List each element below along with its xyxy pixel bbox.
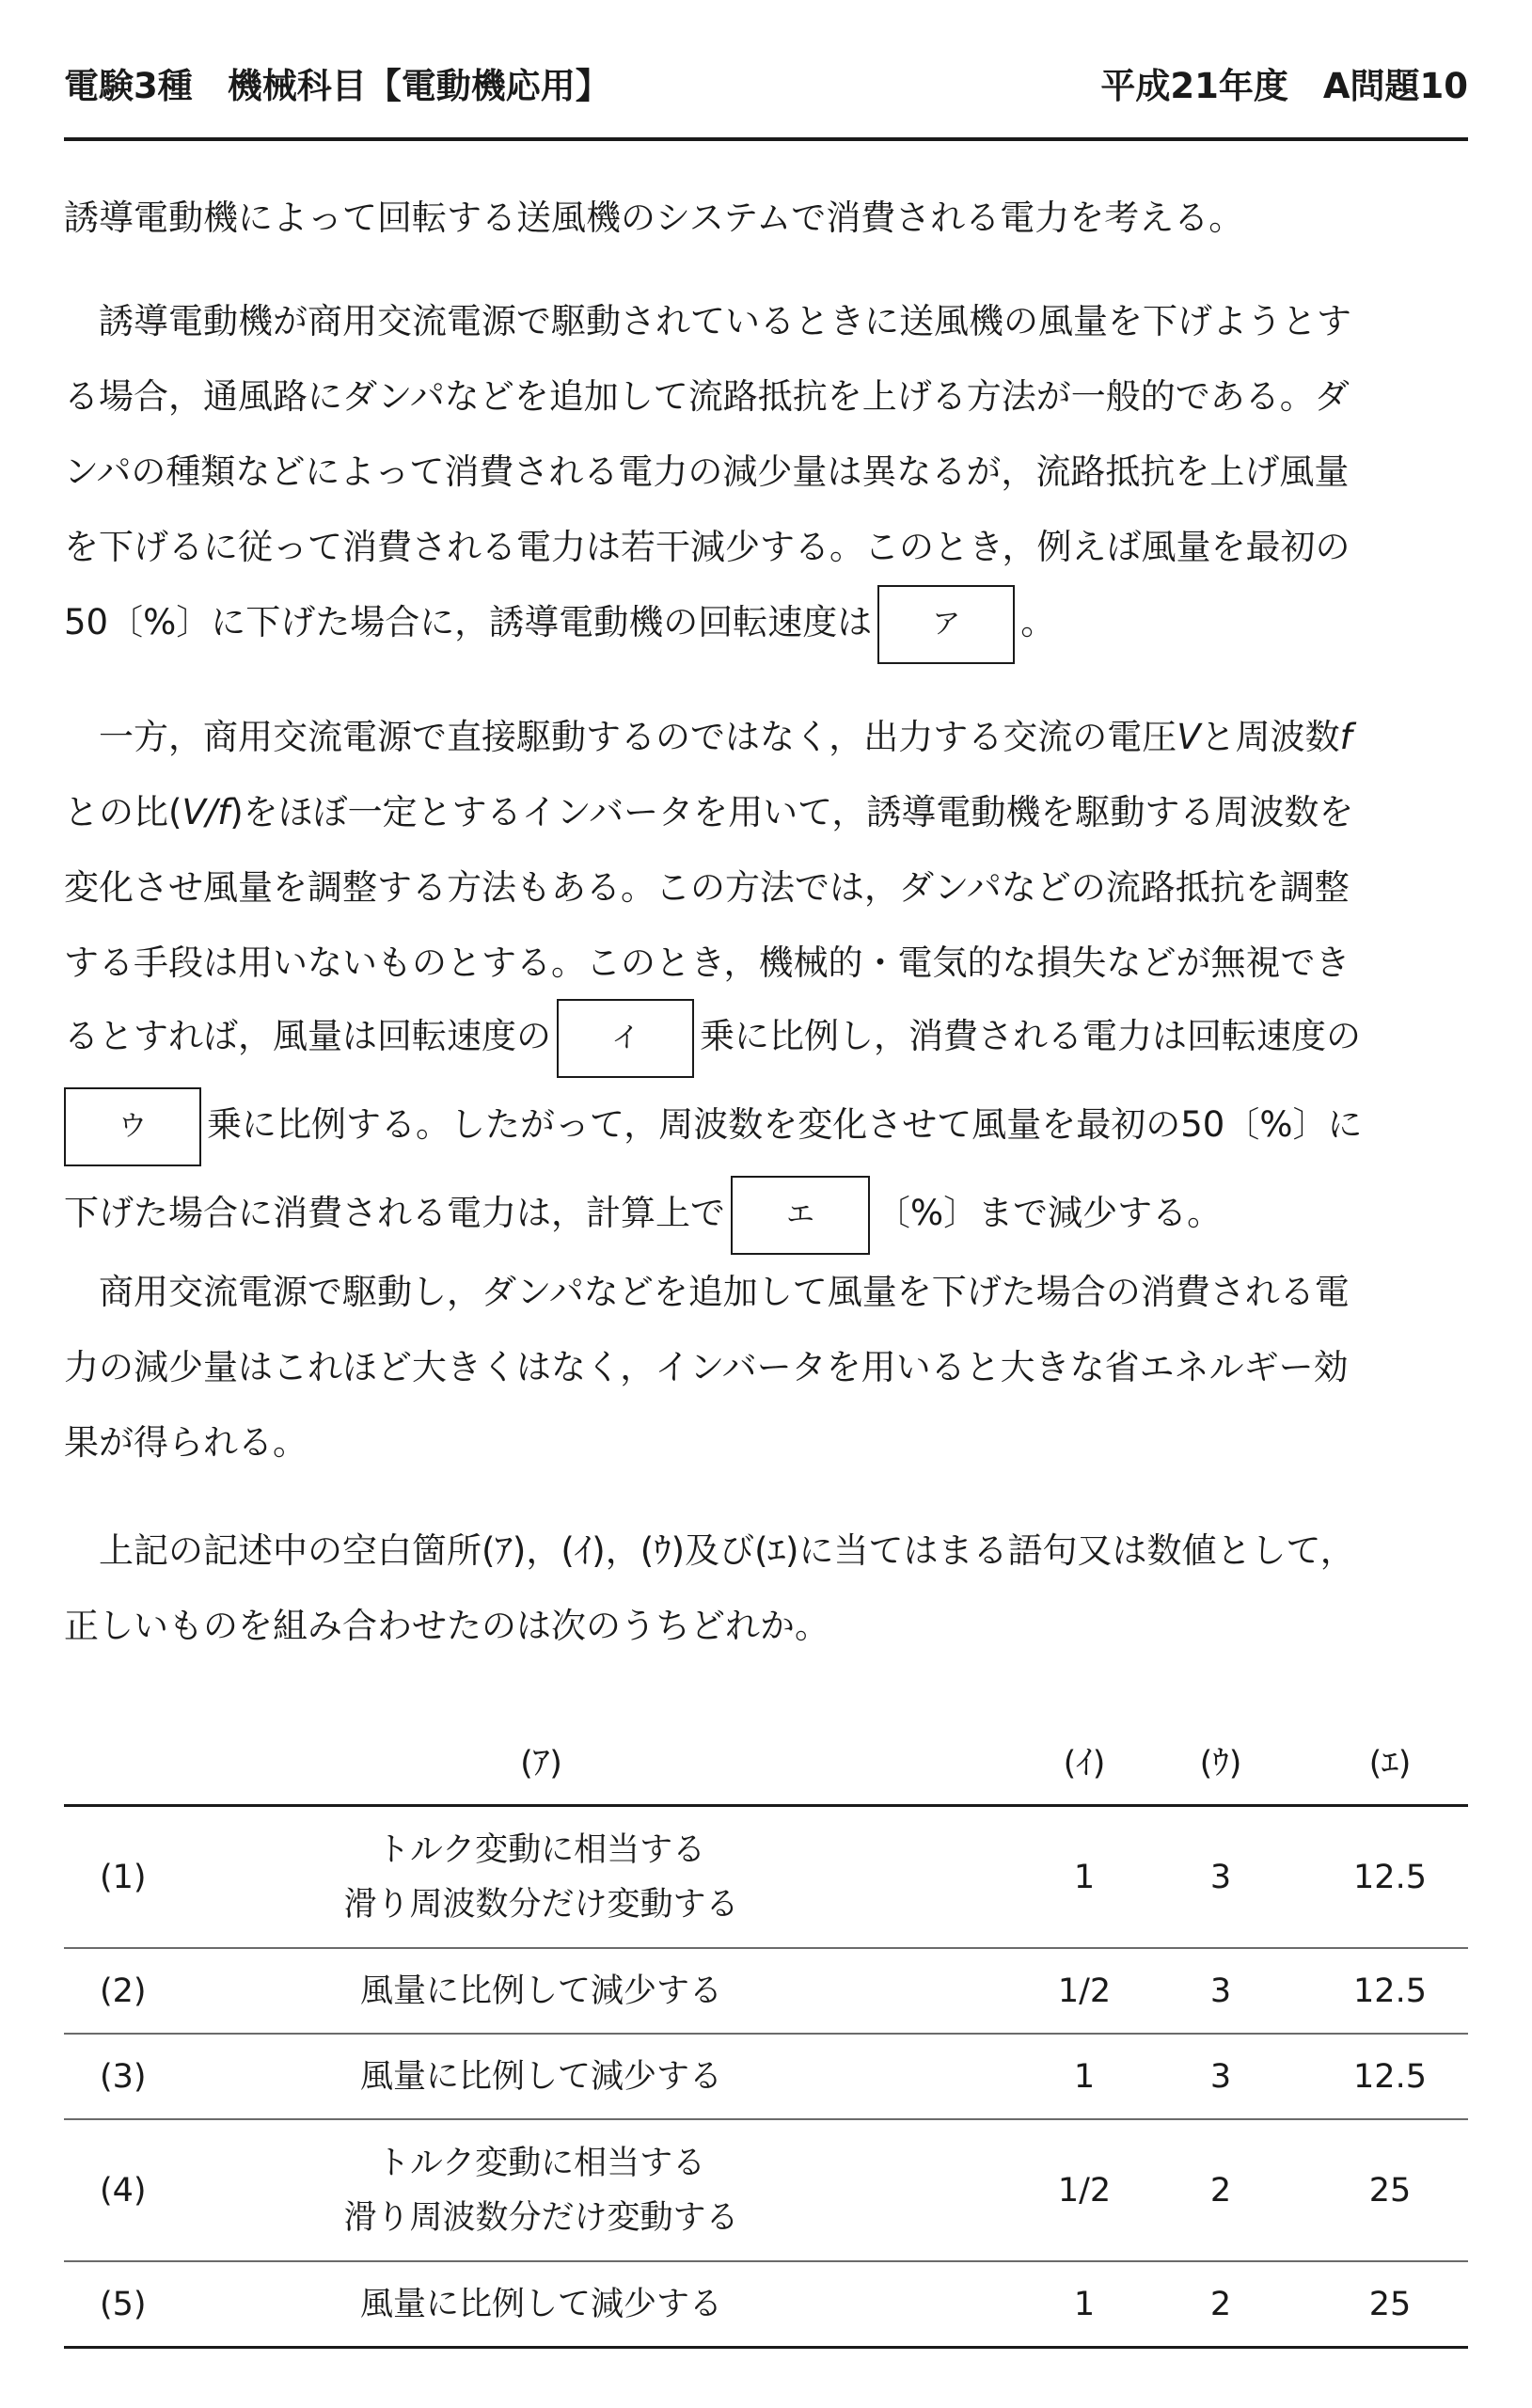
- choice-number: (3): [100, 2057, 147, 2096]
- text-line: るとすれば，風量は回転速度の イ 乗に比例し，消費される電力は回転速度の: [64, 995, 1468, 1078]
- text-line: 誘導電動機が商用交流電源で駆動されているときに送風機の風量を下げようとす: [99, 301, 1351, 341]
- choice-number: (2): [100, 1972, 147, 2010]
- text-line: 商用交流電源で駆動し，ダンパなどを追加して風量を下げた場合の消費される電: [99, 1272, 1350, 1312]
- choice-col-a: 風量に比例して減少する: [359, 2285, 722, 2323]
- choice-col-d: 12.5: [1353, 2057, 1427, 2096]
- blank-c-box: ウ: [64, 1087, 201, 1166]
- choice-row-1[interactable]: [64, 1807, 1468, 1949]
- text-line: る場合，通風路にダンパなどを追加して流路抵抗を上げる方法が一般的である。ダ: [64, 376, 1350, 417]
- choice-col-c: 3: [1209, 2057, 1232, 2096]
- header-col-d: (ｴ): [1368, 1745, 1412, 1782]
- blank-a-box: ア: [877, 585, 1015, 664]
- choice-col-c: 2: [1209, 2285, 1232, 2323]
- header-col-c: (ｳ): [1199, 1745, 1242, 1782]
- intro-line: 誘導電動機によって回転する送風機のシステムで消費される電力を考える。: [64, 198, 1244, 238]
- blank-b-box: イ: [557, 999, 694, 1078]
- choice-col-b: 1/2: [1057, 1972, 1112, 2010]
- header-col-b: (ｲ): [1063, 1745, 1106, 1782]
- choice-col-c: 3: [1209, 1858, 1232, 1896]
- text-line: 下げた場合に消費される電力は，計算上で エ 〔%〕まで減少する。: [64, 1172, 1468, 1255]
- choice-col-a: 風量に比例して減少する: [359, 2057, 722, 2096]
- text-line: 力の減少量はこれほど大きくはなく，インバータを用いると大きな省エネルギー効: [64, 1347, 1349, 1387]
- choice-col-a: 風量に比例して減少する: [359, 1972, 722, 2010]
- header-col-a: (ｱ): [520, 1745, 562, 1782]
- text-line: 変化させ風量を調整する方法もある。この方法では，ダンパなどの流路抵抗を調整: [64, 867, 1350, 908]
- text-line: ウ 乗に比例する。したがって，周波数を変化させて風量を最初の50〔%〕に: [64, 1084, 1468, 1166]
- choice-row-5[interactable]: [64, 2262, 1468, 2349]
- text-line: を下げるに従って消費される電力は若干減少する。このとき，例えば風量を最初の: [64, 527, 1350, 567]
- choice-row-2[interactable]: [64, 1949, 1468, 2035]
- choice-col-a: トルク変動に相当する 滑り周波数分だけ変動する: [343, 2144, 739, 2237]
- text-line: 果が得られる。: [64, 1422, 308, 1463]
- text-line: する手段は用いないものとする。このとき，機械的・電気的な損失などが無視でき: [64, 943, 1350, 983]
- choice-col-d: 25: [1368, 2171, 1412, 2210]
- text-line: との比(V/f)をほぼ一定とするインバータを用いて，誘導電動機を駆動する周波数を: [64, 792, 1354, 832]
- header-divider: [64, 137, 1468, 141]
- text-line: 一方，商用交流電源で直接駆動するのではなく，出力する交流の電圧Vと周波数f: [99, 717, 1352, 757]
- header-exam-id: 平成21年度 A問題10: [1100, 66, 1468, 106]
- choice-col-c: 3: [1209, 1972, 1232, 2010]
- choice-number: (4): [100, 2171, 147, 2210]
- choice-row-3[interactable]: [64, 2035, 1468, 2120]
- choice-number: (1): [100, 1858, 147, 1896]
- table-header-row: [64, 1723, 1468, 1807]
- text-line: 50〔%〕に下げた場合に，誘導電動機の回転速度は ア 。: [64, 581, 1468, 664]
- text-line: ンパの種類などによって消費される電力の減少量は異なるが，流路抵抗を上げ風量: [64, 452, 1350, 492]
- text-line: 上記の記述中の空白箇所(ｱ)，(ｲ)，(ｳ)及び(ｴ)に当てはまる語句又は数値として，: [99, 1530, 1355, 1571]
- choice-col-d: 12.5: [1353, 1972, 1427, 2010]
- blank-d-box: エ: [731, 1176, 870, 1255]
- text-line: 正しいものを組み合わせたのは次のうちどれか。: [64, 1606, 829, 1646]
- choice-col-d: 12.5: [1353, 1858, 1427, 1896]
- choice-col-b: 1: [1073, 2285, 1096, 2323]
- header-subject: 電験3種 機械科目【電動機応用】: [64, 66, 610, 106]
- choice-row-4[interactable]: [64, 2120, 1468, 2262]
- choice-col-b: 1/2: [1057, 2171, 1112, 2210]
- choice-col-b: 1: [1073, 1858, 1096, 1896]
- choice-col-a: トルク変動に相当する 滑り周波数分だけ変動する: [343, 1830, 739, 1924]
- choice-col-b: 1: [1073, 2057, 1096, 2096]
- choice-col-c: 2: [1209, 2171, 1232, 2210]
- choice-number: (5): [100, 2285, 147, 2323]
- page-header: [64, 55, 1468, 111]
- choice-col-d: 25: [1368, 2285, 1412, 2323]
